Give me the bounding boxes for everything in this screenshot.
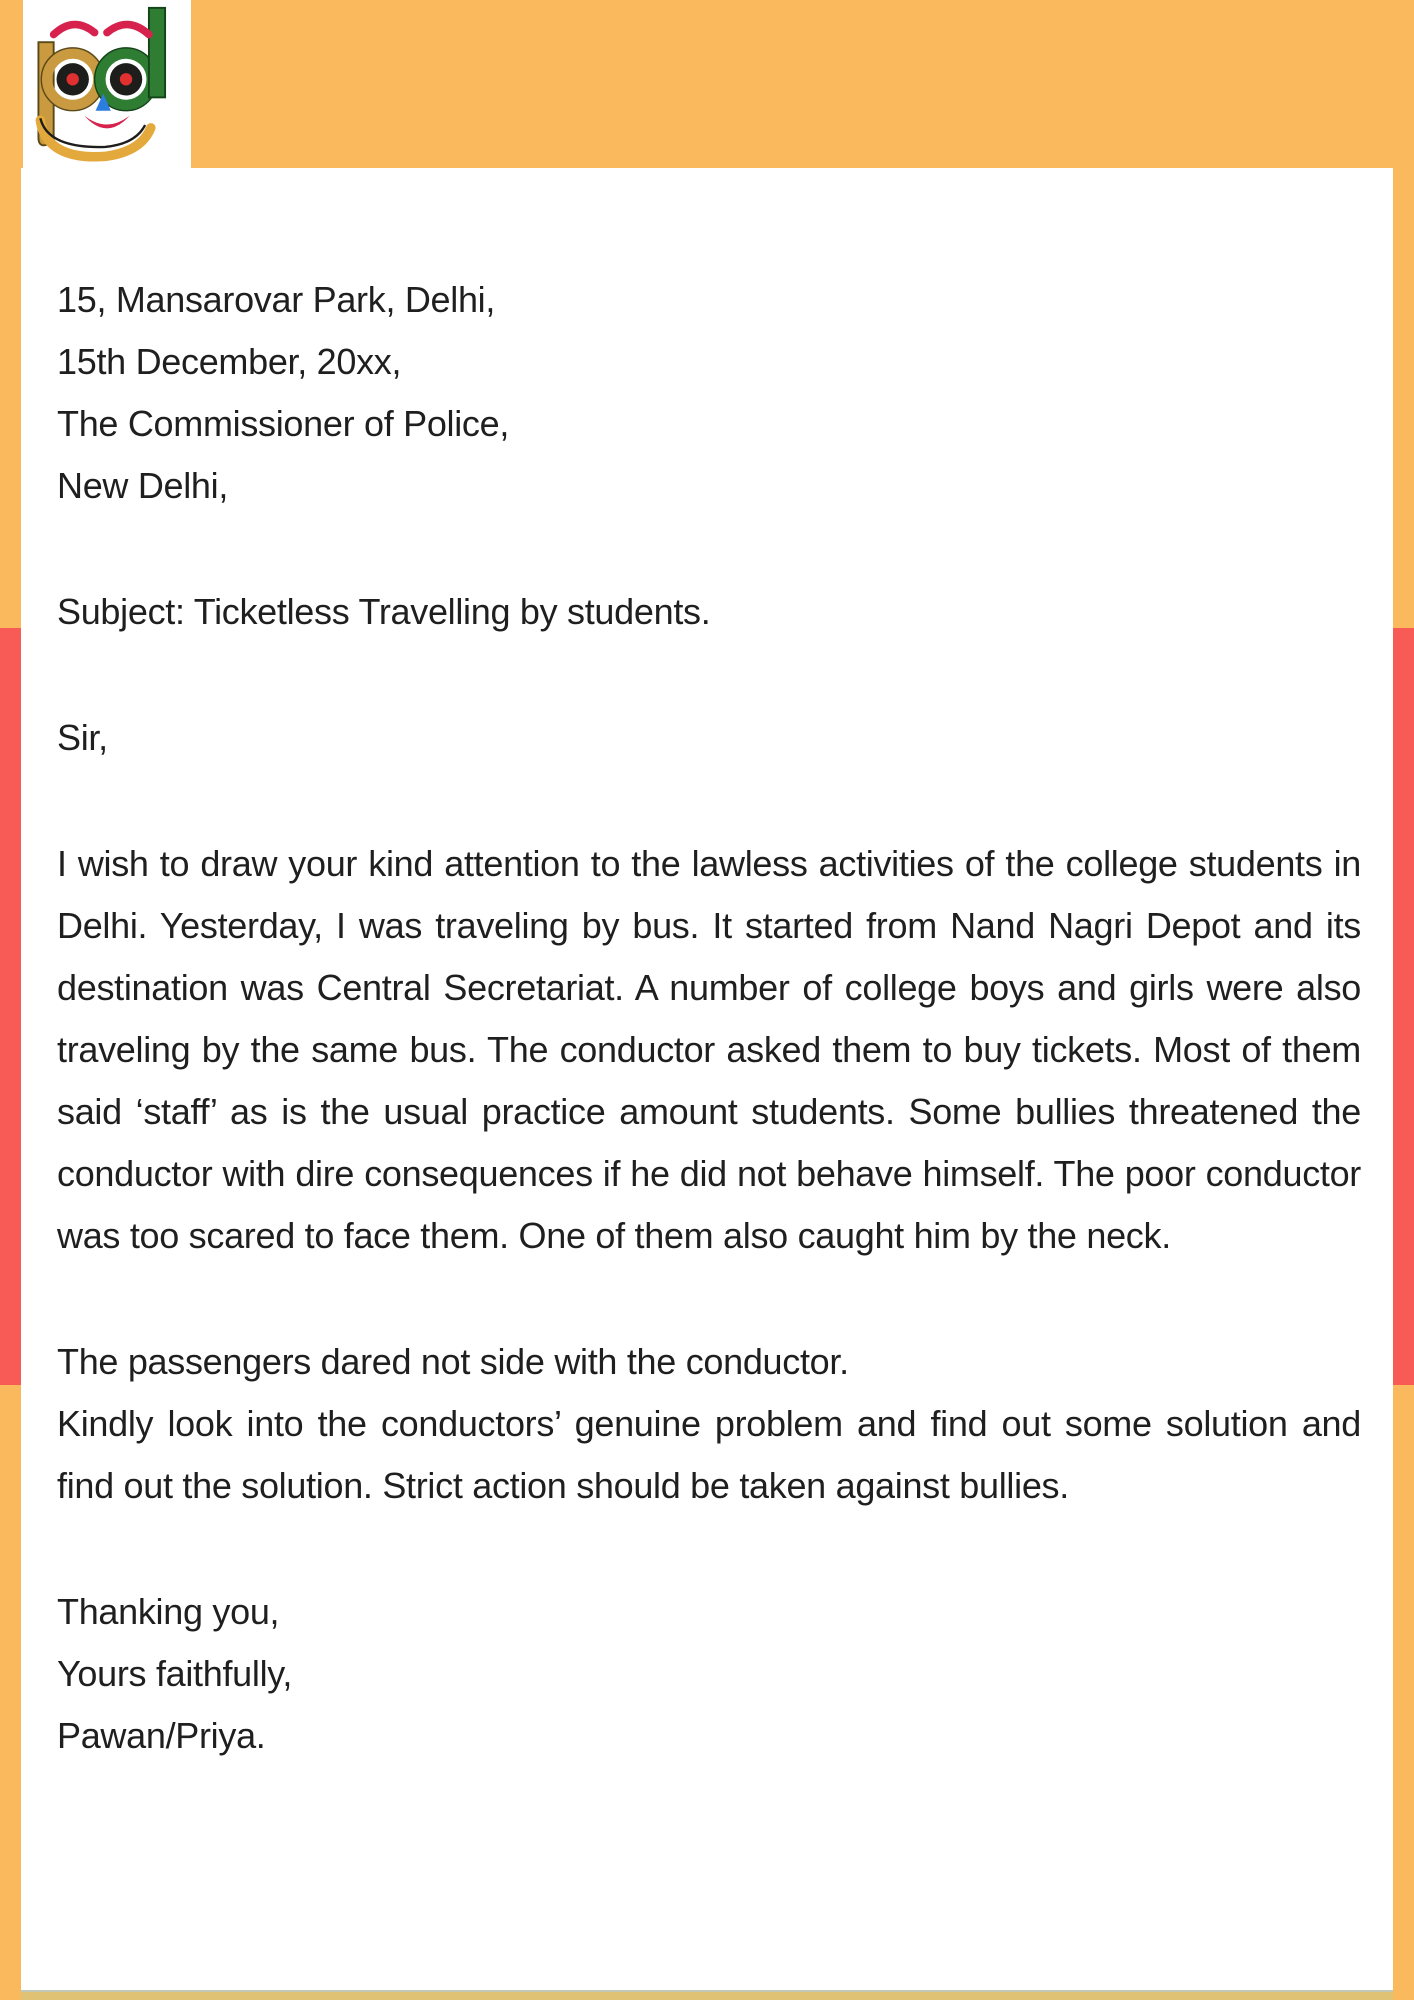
sender-address-block — [57, 269, 1361, 517]
subject-line: Subject: Ticketless Travelling by students. — [57, 591, 711, 632]
address-line: New Delhi, — [57, 465, 229, 506]
right-stripe-red — [1393, 628, 1414, 1385]
left-border-stripe — [0, 0, 21, 2000]
right-stripe-orange-bottom — [1393, 1385, 1414, 2000]
body-paragraph-1: I wish to draw your kind attention to the lawless activities of the college students in Delhi. Yesterday, I was traveling by bus. It started from Nand Nagri Depot and its destination was Central Secretariat. A number of college boys and girls were also traveling by the same bus. The conductor asked them to buy tickets. Most of them said ‘staff’ as is the usual practice amount students. Some bullies threatened the conductor with dire consequences if he did not behave himself. The poor conductor was too scared to face them. One of them also caught him by the neck. — [57, 843, 1361, 1256]
address-line: 15th December, 20xx, — [57, 341, 402, 382]
left-stripe-orange-bottom — [0, 1385, 21, 2000]
body-paragraph-2 — [57, 1331, 1361, 1517]
address-line: 15, Mansarovar Park, Delhi, — [57, 279, 496, 320]
address-line: The Commissioner of Police, — [57, 403, 510, 444]
salutation: Sir, — [57, 717, 108, 758]
paragraph2-rest: Kindly look into the conductors’ genuine problem and find out some solution and find out the solution. Strict action should be taken against bullies. — [57, 1403, 1361, 1506]
closing-block — [57, 1581, 1361, 1767]
closing-line: Yours faithfully, — [57, 1653, 293, 1694]
bottom-accent-bar — [0, 1990, 1414, 2000]
letter-body — [57, 269, 1361, 1767]
right-border-stripe — [1393, 0, 1414, 2000]
pd-face-logo-graphic — [27, 3, 187, 167]
closing-line: Pawan/Priya. — [57, 1715, 266, 1756]
left-stripe-orange-top — [0, 0, 21, 628]
pd-face-logo — [23, 0, 191, 170]
right-stripe-orange-top — [1393, 0, 1414, 628]
paragraph2-first-line: The passengers dared not side with the conductor. — [57, 1341, 849, 1382]
left-stripe-red — [0, 628, 21, 1385]
header-band — [21, 0, 1393, 168]
closing-line: Thanking you, — [57, 1591, 280, 1632]
